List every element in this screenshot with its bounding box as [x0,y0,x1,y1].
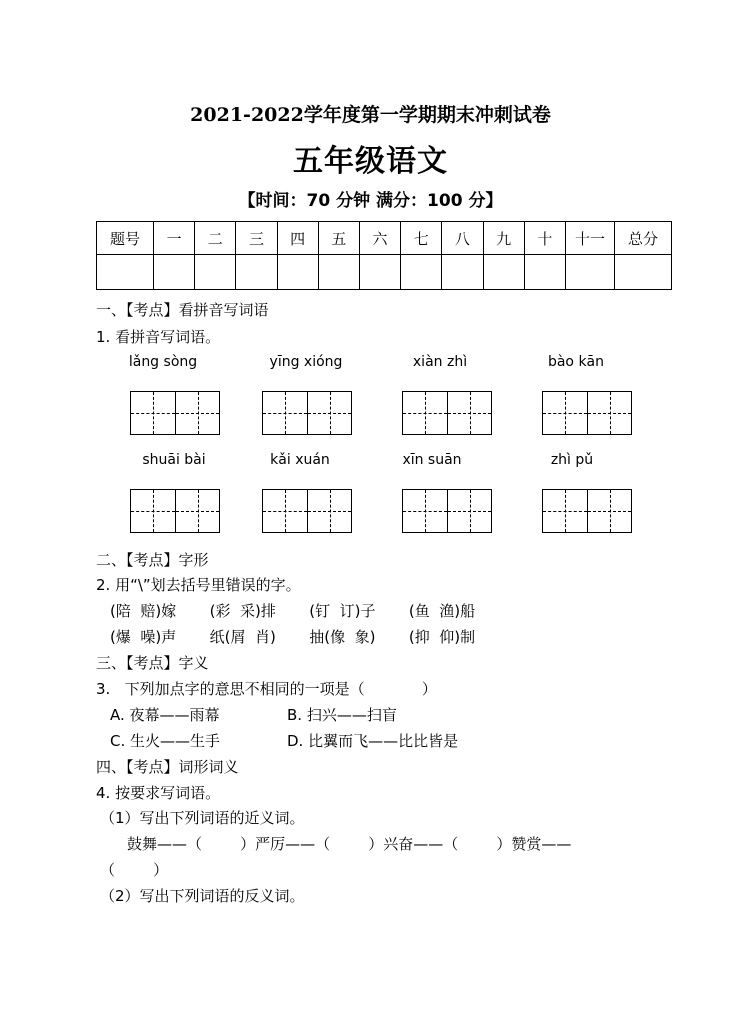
score-cell [359,255,400,290]
score-header-cell: 总分 [615,222,672,255]
score-header-cell: 五 [318,222,359,255]
score-header-cell: 十 [524,222,565,255]
score-header-cell: 三 [236,222,277,255]
score-cell [483,255,524,290]
answer-row: (陪 赔)嫁 (彩 采)排 (钉 订)子 (鱼 渔)船 [110,602,476,620]
writing-grid-box[interactable] [262,391,352,435]
score-header-cell: 二 [195,222,236,255]
score-cell [195,255,236,290]
writing-grid-box[interactable] [130,391,220,435]
option-b: B. 扫兴——扫盲 [287,706,397,724]
score-header-cell: 六 [359,222,400,255]
writing-grid-box[interactable] [542,489,632,533]
score-header-cell: 十一 [566,222,615,255]
option-d: D. 比翼而飞——比比皆是 [287,732,459,750]
score-cell [566,255,615,290]
exam-title: 2021-2022学年度第一学期期末冲刺试卷 [190,104,551,126]
score-cell [318,255,359,290]
writing-grid-box[interactable] [402,489,492,533]
option-a: A. 夜幕——雨幕 [110,706,220,724]
pinyin-label: bào kān [547,354,605,370]
section-heading: 二、【考点】字形 [96,551,209,569]
question-text: 1. 看拼音写词语。 [96,328,221,346]
answer-row: （ ） [100,861,169,879]
score-header-cell: 四 [277,222,318,255]
question-text: 4. 按要求写词语。 [96,784,221,802]
score-cell [236,255,277,290]
score-header-cell: 八 [442,222,483,255]
section-heading: 三、【考点】字义 [96,654,209,672]
score-cell [615,255,672,290]
sub-question: （1）写出下列词语的近义词。 [100,809,305,827]
score-cell [401,255,442,290]
question-text: 2. 用“\”划去括号里错误的字。 [96,576,301,594]
score-table [96,221,672,290]
score-header-cell: 七 [401,222,442,255]
pinyin-label: yīng xióng [269,354,343,370]
pinyin-label: shuāi bài [142,452,206,468]
pinyin-label: zhì pǔ [550,452,594,468]
option-c: C. 生火——生手 [110,732,221,750]
score-table-header-row [97,222,672,255]
pinyin-label: xiàn zhì [412,354,468,370]
question-text: 3. 下列加点字的意思不相同的一项是（ ） [96,680,437,698]
sub-question: （2）写出下列词语的反义词。 [100,887,305,905]
score-header-cell: 九 [483,222,524,255]
writing-grid-box[interactable] [262,489,352,533]
score-cell [154,255,195,290]
writing-grid-box[interactable] [542,391,632,435]
subject-title: 五年级语文 [293,144,448,179]
score-cell [277,255,318,290]
score-table-blank-row [97,255,672,290]
score-header-cell: 题号 [97,222,154,255]
writing-grid-box[interactable] [402,391,492,435]
answer-row: (爆 噪)声 纸(屑 肖) 抽(像 象) (抑 仰)制 [110,628,476,646]
score-cell [524,255,565,290]
answer-row: 鼓舞——（ ）严厉——（ ）兴奋——（ ）赞赏—— [127,835,572,853]
score-header-cell: 一 [154,222,195,255]
time-score-info: 【时间：70 分钟 满分：100 分】 [238,191,503,211]
pinyin-label: lǎng sòng [128,354,198,370]
pinyin-label: kǎi xuán [270,452,330,468]
score-cell [442,255,483,290]
section-heading: 一、【考点】看拼音写词语 [96,301,269,319]
score-cell [97,255,154,290]
writing-grid-box[interactable] [130,489,220,533]
pinyin-label: xīn suān [402,452,462,468]
section-heading: 四、【考点】词形词义 [96,758,239,776]
